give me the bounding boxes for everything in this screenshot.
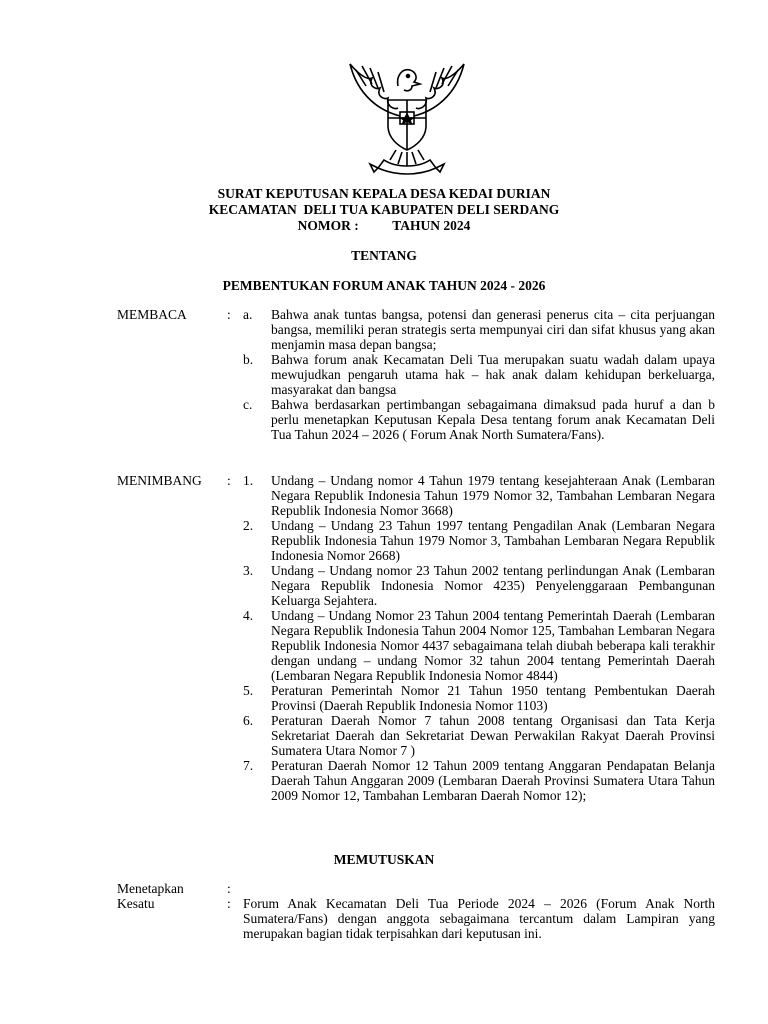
header-line-2: KECAMATAN DELI TUA KABUPATEN DELI SERDANG [208,202,560,217]
item-marker: 6. [243,713,254,728]
membaca-item [243,397,715,442]
item-text: Bahwa forum anak Kecamatan Deli Tua merupakan suatu wadah dalam upaya mewujudkan pengaruh utama hak – hak anak dalam kehidupan berkeluarga, masyarakat dan bangsa [271,352,715,397]
item-text: Peraturan Daerah Nomor 7 tahun 2008 tentang Organisasi dan Tata Kerja Sekretariat Daerah dan Sekretariat Dewan Perwakilan Rakyat Daerah Provinsi Sumatera Utara Nomor 7 ) [271,713,715,758]
item-marker: b. [243,352,254,367]
item-marker: 5. [243,683,254,698]
membaca-item [243,307,715,352]
tentang-heading: TENTANG [351,248,417,263]
item-text: Undang – Undang Nomor 23 Tahun 2004 tentang Pemerintah Daerah (Lembaran Negara Republik Indonesia Tahun 2004 Nomor 125, Tambahan Lembaran Negara Republik Indonesia Nomor 4437 sebagaimana telah diubah beberapa kali terakhir dengan undang – undang Nomor 32 tahun 2004 tentang Pemerintah Daerah (Lembaran Negara Republik Indonesia Nomor 4844) [271,608,715,683]
item-marker: a. [243,307,253,322]
membaca-colon: : [227,307,231,322]
item-text: Peraturan Daerah Nomor 12 Tahun 2009 tentang Anggaran Pendapatan Belanja Daerah Tahun Anggaran 2009 (Lembaran Daerah Provinsi Sumatera Utara Tahun 2009 Nomor 12, Tambahan Lembaran Daerah Nomor 12); [271,758,715,803]
item-text: Bahwa berdasarkan pertimbangan sebagaimana dimaksud pada huruf a dan b perlu menetapkan Keputusan Kepala Desa tentang forum anak Kecamatan Deli Tua Tahun 2024 – 2026 ( Forum Anak North Sumatera/Fans). [271,397,715,442]
kesatu-label: Kesatu [117,896,155,911]
membaca-item [243,352,715,397]
document-header [0,186,768,234]
item-text: Undang – Undang nomor 4 Tahun 1979 tentang kesejahteraan Anak (Lembaran Negara Republik Indonesia Tahun 1979 Nomor 32, Tambahan Lembaran Negara Republik Indonesia Nomor 3668) [271,473,715,518]
header-line-3: NOMOR : TAHUN 2024 [297,218,471,233]
membaca-section [0,307,768,442]
item-marker: 7. [243,758,254,773]
garuda-emblem-icon [340,56,474,176]
item-marker: 1. [243,473,254,488]
item-text: Undang – Undang 23 Tahun 1997 tentang Pengadilan Anak (Lembaran Negara Republik Indonesia Tahun 1979 Nomor 3, Tambahan Lembaran Negara Republik Indonesia Nomor 2668) [271,518,715,563]
menimbang-item [243,758,715,803]
menimbang-item [243,518,715,563]
memutuskan-heading: MEMUTUSKAN [333,852,435,867]
menimbang-item [243,683,715,713]
menimbang-label: MENIMBANG [117,473,202,488]
kesatu-colon: : [227,896,231,911]
item-text: Undang – Undang nomor 23 Tahun 2002 tentang perlindungan Anak (Lembaran Negara Republik Indonesia Nomor 4235) Penyelenggaraan Pembangunan Keluarga Sejahtera. [271,563,715,608]
menimbang-section [0,473,768,803]
menetapkan-colon: : [227,881,231,896]
item-marker: 2. [243,518,254,533]
item-marker: 3. [243,563,254,578]
menimbang-item [243,713,715,758]
menimbang-item [243,563,715,608]
kesatu-text: Forum Anak Kecamatan Deli Tua Periode 2024 – 2026 (Forum Anak North Sumatera/Fans) dengan anggota sebagaimana tercantum dalam Lampiran yang merupakan bagian tidak terpisahkan dari keputusan ini. [243,896,715,941]
item-text: Peraturan Pemerintah Nomor 21 Tahun 1950 tentang Pembentukan Daerah Provinsi (Daerah Republik Indonesia Nomor 1103) [271,683,715,713]
header-line-1: SURAT KEPUTUSAN KEPALA DESA KEDAI DURIAN [217,186,551,201]
membaca-label: MEMBACA [117,307,187,322]
subject-heading: PEMBENTUKAN FORUM ANAK TAHUN 2024 - 2026 [222,278,546,293]
menimbang-colon: : [227,473,231,488]
item-marker: 4. [243,608,254,623]
item-marker: c. [243,397,253,412]
menetapkan-label: Menetapkan [117,881,184,896]
item-text: Bahwa anak tuntas bangsa, potensi dan generasi penerus cita – cita perjuangan bangsa, memiliki peran strategis serta mempunyai ciri dan sifat khusus yang akan menjamin masa depan bangsa; [271,307,715,352]
menimbang-item [243,608,715,683]
menimbang-item [243,473,715,518]
